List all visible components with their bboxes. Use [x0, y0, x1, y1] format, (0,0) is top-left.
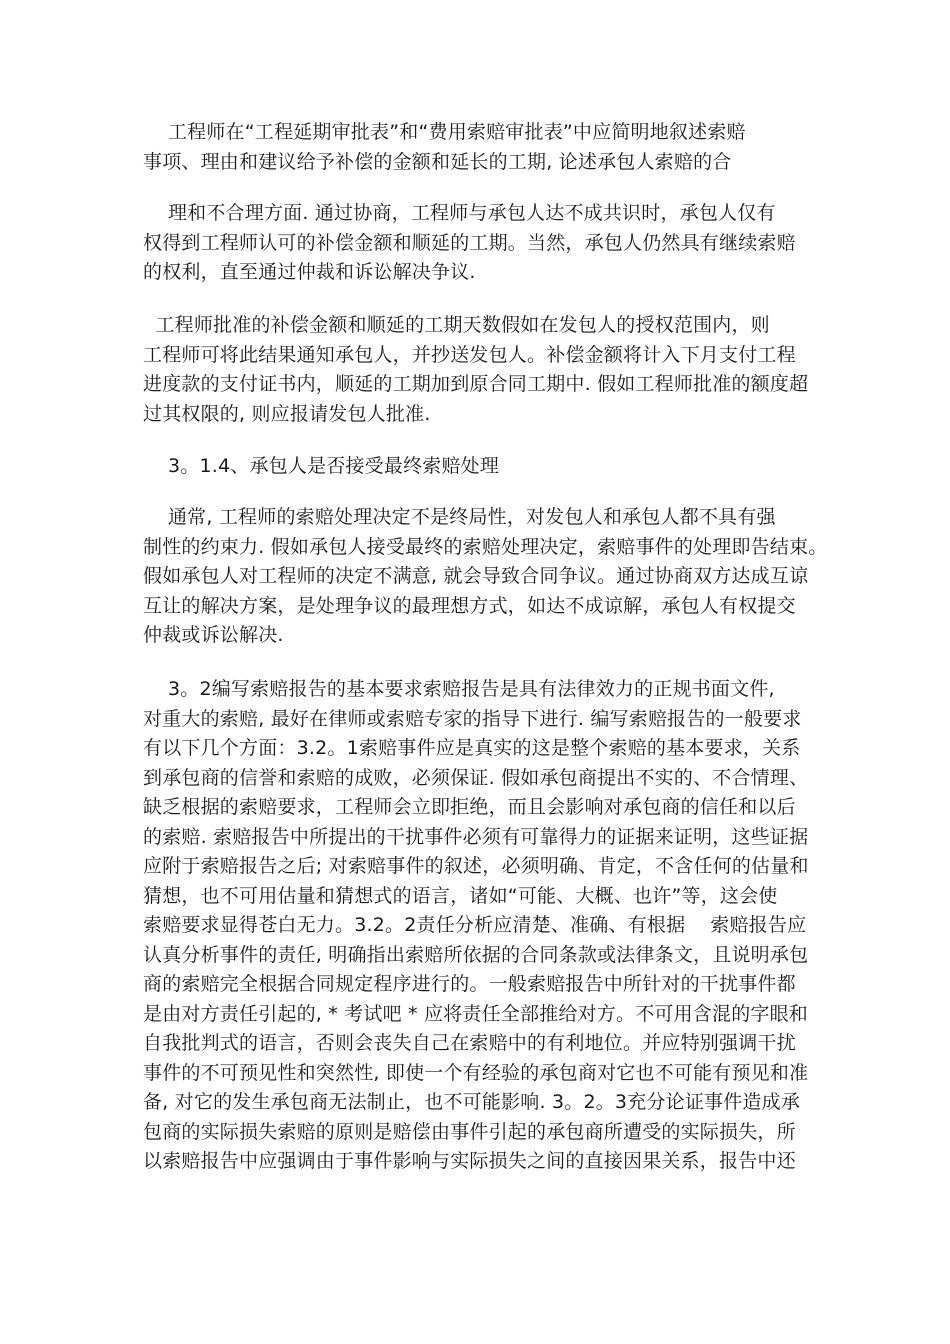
text-line: 索赔要求显得苍白无力。3.2。2责任分析应清楚、准确、有根据 索赔报告应: [143, 914, 807, 936]
text-line: 互让的解决方案，是处理争议的最理想方式，如达不成谅解，承包人有权提交: [143, 594, 796, 617]
text-line: 商的索赔完全根据合同规定程序进行的。一般索赔报告中所针对的干扰事件都: [143, 973, 796, 995]
text-line: 以索赔报告中应强调由于事件影响与实际损失之间的直接因果关系，报告中还: [143, 1150, 796, 1172]
text-line: 是由对方责任引起的, * 考试吧 * 应将责任全部推给对方。不可用含混的字眼和: [143, 1002, 808, 1025]
text-line: 工程师可将此结果通知承包人，并抄送发包人。补偿金额将计入下月支付工程: [143, 343, 796, 366]
text-line: 有以下几个方面：3.2。1索赔事件应是真实的这是整个索赔的基本要求，关系: [143, 737, 801, 759]
paragraph-final-claim-handling: [143, 503, 828, 651]
text-line: 自我批判式的语言，否则会丧失自己在索赔中的有利地位。并应特别强调干扰: [143, 1032, 796, 1054]
text-line: 权得到工程师认可的补偿金额和顺延的工期。当然，承包人仍然具有继续索赔: [143, 231, 796, 254]
text-line: 工程师在“工程延期审批表”和“费用索赔审批表”中应简明地叙述索赔: [143, 121, 746, 143]
text-line: 的索赔. 索赔报告中所提出的干扰事件必须有可靠得力的证据来证明，这些证据: [143, 825, 809, 848]
paragraph-compensation-authority: [143, 311, 823, 429]
text-line: 3。2编写索赔报告的基本要求索赔报告是具有法律效力的正规书面文件,: [143, 678, 775, 700]
text-line: 进度款的支付证书内，顺延的工期加到原合同工期中. 假如工程师批准的额度超: [143, 373, 809, 395]
text-line: 事项、理由和建议给予补偿的金额和延长的工期, 论述承包人索赔的合: [143, 150, 732, 173]
text-line: 事件的不可预见性和突然性, 即使一个有经验的承包商对它也不可能有预见和准: [143, 1061, 809, 1084]
text-line: 到承包商的信誉和索赔的成败，必须保证. 假如承包商提出不实的、不合情理、: [143, 766, 809, 789]
text-line: 3。1.4、承包人是否接受最终索赔处理: [143, 455, 500, 477]
paragraph-claim-report-requirements: [143, 675, 823, 1177]
text-line: 的权利，直至通过仲裁和诉讼解决争议.: [143, 261, 476, 283]
text-line: 缺乏根据的索赔要求，工程师会立即拒绝，而且会影响对承包商的信任和以后: [143, 796, 796, 818]
section-heading-3-1-4: [143, 452, 823, 482]
text-line: 对重大的索赔, 最好在律师或索赔专家的指导下进行. 编写索赔报告的一般要求: [143, 707, 802, 730]
text-line: 通常, 工程师的索赔处理决定不是终局性，对发包人和承包人都不具有强: [143, 506, 776, 528]
text-line: 备, 对它的发生承包商无法制止，也不可能影响. 3。2。3充分论证事件造成承: [143, 1091, 801, 1113]
text-line: 仲裁或诉讼解决.: [143, 624, 284, 646]
text-line: 理和不合理方面. 通过协商，工程师与承包人达不成共识时，承包人仅有: [143, 202, 776, 224]
text-line: 认真分析事件的责任, 明确指出索赔所依据的合同条款或法律条文，且说明承包: [143, 943, 809, 966]
text-line: 工程师批准的补偿金额和顺延的工期天数假如在发包人的授权范围内，则: [143, 314, 770, 336]
text-line: 应附于索赔报告之后; 对索赔事件的叙述，必须明确、肯定，不含任何的估量和: [143, 855, 809, 877]
paragraph-engineer-approval-tables: [143, 118, 823, 177]
text-line: 猜想，也不可用估量和猜想式的语言，诸如“可能、大概、也许”等，这会使: [143, 884, 778, 907]
text-line: 包商的实际损失索赔的原则是赔偿由事件引起的承包商所遭受的实际损失，所: [143, 1120, 796, 1143]
text-line: 过其权限的, 则应报请发包人批准.: [143, 402, 431, 425]
text-line: 假如承包人对工程师的决定不满意, 就会导致合同争议。通过协商双方达成互谅: [143, 565, 809, 587]
text-line: 制性的约束力. 假如承包人接受最终的索赔处理决定，索赔事件的处理即告结束。: [143, 535, 828, 558]
paragraph-negotiation-outcome: [143, 199, 823, 288]
